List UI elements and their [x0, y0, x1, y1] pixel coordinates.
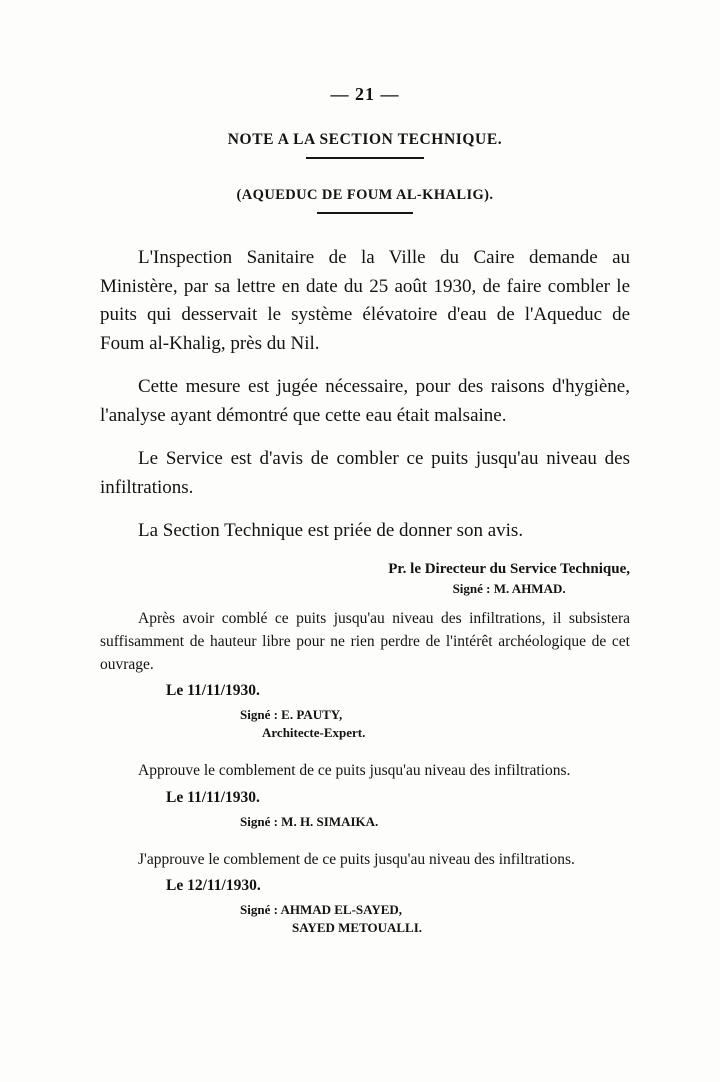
annotation-paragraph-elsayed: J'approuve le comblement de ce puits jusqu'au niveau des infiltrations. [138, 851, 575, 869]
paragraph-inspection: L'Inspection Sanitaire de la Ville du Caire demande au Ministère, par sa lettre en date du 25 août 1930, de faire combler le puits qui desservait le système élévatoire d'eau de l'Aqueduc de Foum al-Khalig, près du Nil. [100, 247, 630, 354]
page-number: — 21 — [330, 84, 400, 104]
annotation-signature-simaika [240, 813, 630, 831]
document-subtitle: (AQUEDUC DE FOUM AL-KHALIG). [236, 187, 494, 203]
signature-name-second: SAYED METOUALLI. [292, 919, 423, 935]
annotation-signature-pauty [240, 706, 630, 741]
annotation-paragraph-pauty: Après avoir comblé ce puits jusqu'au niveau des infiltrations, il subsistera suffisamment de hauteur libre pour ne rien perdre de l'intérêt archéologique de cet ouvrage. [100, 609, 630, 673]
signature-name: Signé : M. H. SIMAIKA. [240, 813, 379, 829]
paragraph-section-technique: La Section Technique est priée de donner son avis. [138, 520, 524, 541]
signature-block-director [388, 561, 630, 597]
document-title: NOTE A LA SECTION TECHNIQUE. [227, 131, 503, 148]
subtitle-rule [317, 212, 413, 214]
signature-role: Pr. le Directeur du Service Technique, [388, 560, 630, 577]
annotation-signature-elsayed [240, 901, 630, 936]
paragraph-mesure: Cette mesure est jugée nécessaire, pour des raisons d'hygiène, l'analyse ayant démontré que cette eau était malsaine. [100, 376, 630, 426]
annotation-date-simaika: Le 11/11/1930. [166, 788, 260, 806]
annotation-date-pauty: Le 11/11/1930. [166, 682, 260, 700]
paragraph-service: Le Service est d'avis de combler ce puits jusqu'au niveau des infiltrations. [100, 448, 630, 498]
annotation-paragraph-simaika: Approuve le comblement de ce puits jusqu'au niveau des infiltrations. [138, 762, 571, 780]
signature-title: Architecte-Expert. [262, 724, 366, 740]
signature-name: Signé : E. PAUTY, [240, 707, 343, 723]
annotation-date-elsayed: Le 12/11/1930. [166, 877, 261, 895]
signature-name: Signé : M. AHMAD. [452, 580, 566, 596]
title-rule [306, 157, 424, 159]
signature-name: Signé : AHMAD EL-SAYED, [240, 902, 403, 918]
